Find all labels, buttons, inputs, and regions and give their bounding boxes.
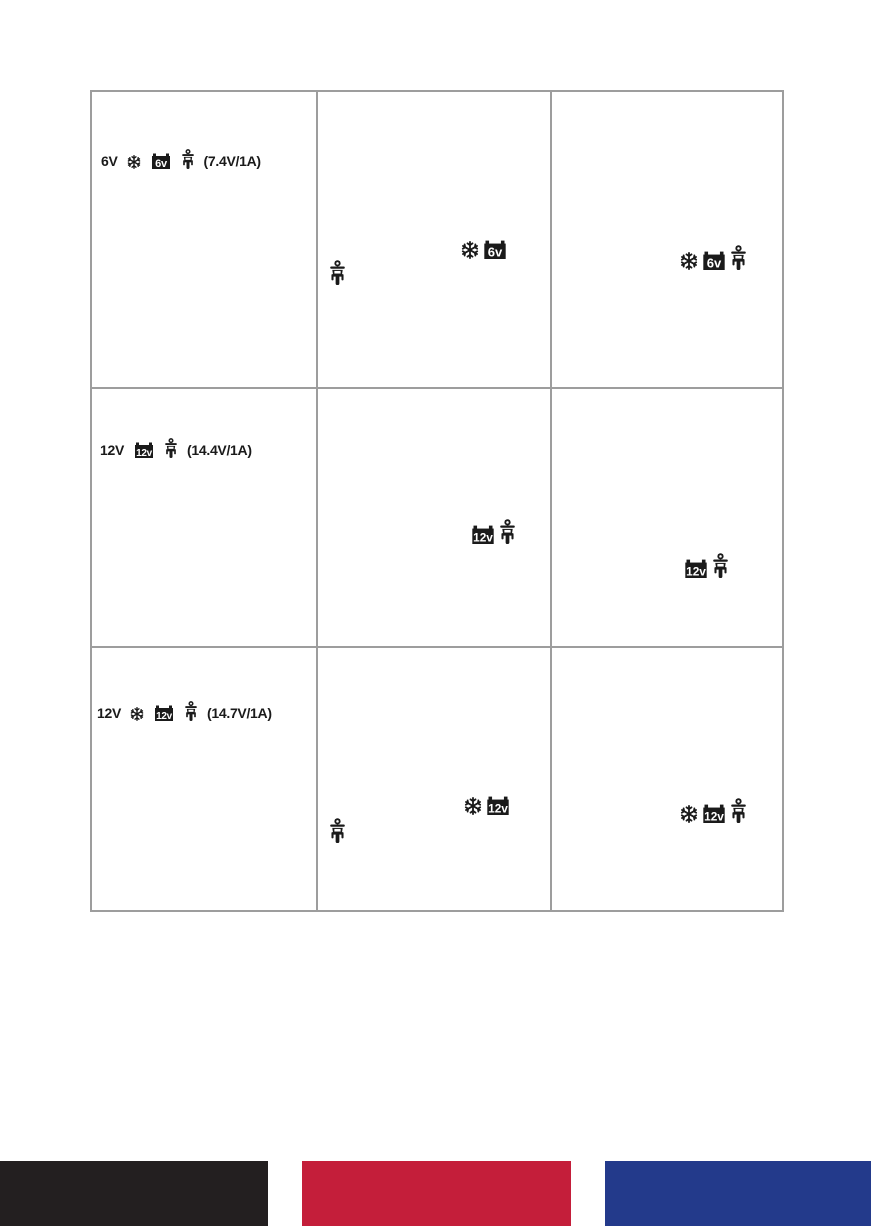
motorcycle-icon xyxy=(712,553,729,578)
mode-params: (14.4V/1A) xyxy=(187,442,252,458)
battery-label: 12v xyxy=(686,564,706,578)
status-icons xyxy=(682,553,729,578)
battery-icon xyxy=(484,796,512,815)
snowflake-icon xyxy=(127,155,141,169)
snowflake-icon xyxy=(680,252,698,270)
battery-icon xyxy=(133,442,155,458)
table-cell-r3-c2 xyxy=(318,648,552,910)
table-cell-mode-6v xyxy=(92,92,318,389)
battery-label: 12v xyxy=(488,801,508,815)
status-icons xyxy=(461,240,509,259)
mode-voltage: 6V xyxy=(101,153,118,169)
battery-label: 12v xyxy=(156,711,172,721)
status-icons xyxy=(680,245,747,270)
mode-voltage: 12V xyxy=(100,442,125,458)
motorcycle-icon xyxy=(164,438,178,458)
footer-bar-blue xyxy=(605,1161,871,1226)
battery-icon xyxy=(700,804,728,823)
snowflake-icon xyxy=(680,805,698,823)
mode-params: (14.7V/1A) xyxy=(207,705,272,721)
status-icons xyxy=(464,796,512,815)
snowflake-icon xyxy=(461,241,479,259)
table-cell-r2-c2 xyxy=(318,389,552,648)
battery-icon xyxy=(153,705,175,721)
battery-icon xyxy=(469,525,497,544)
motorcycle-icon xyxy=(184,701,198,721)
motorcycle-icon xyxy=(730,798,747,823)
table-cell-mode-12v-cold xyxy=(92,648,318,910)
snowflake-icon xyxy=(464,797,482,815)
battery-icon xyxy=(481,240,509,259)
battery-label: 6v xyxy=(706,255,722,270)
footer-bar-red xyxy=(302,1161,571,1226)
motorcycle-icon xyxy=(499,519,516,544)
battery-label: 6v xyxy=(487,244,503,259)
mode-6v-label xyxy=(101,149,261,169)
battery-icon xyxy=(682,559,710,578)
table-cell-mode-12v xyxy=(92,389,318,648)
battery-icon xyxy=(700,251,728,270)
motorcycle-icon xyxy=(181,149,195,169)
motorcycle-icon xyxy=(730,245,747,270)
table-cell-r3-c3 xyxy=(552,648,782,910)
mode-params: (7.4V/1A) xyxy=(203,153,261,169)
motorcycle-icon xyxy=(329,818,346,843)
snowflake-icon xyxy=(130,707,144,721)
charging-mode-table xyxy=(90,90,784,912)
table-cell-r1-c2 xyxy=(318,92,552,389)
motorcycle-icon xyxy=(329,260,346,285)
battery-label: 6v xyxy=(154,158,167,169)
battery-icon xyxy=(150,153,172,169)
mode-voltage: 12V xyxy=(97,705,122,721)
table-cell-r2-c3 xyxy=(552,389,782,648)
battery-label: 12v xyxy=(704,809,724,823)
status-icons xyxy=(469,519,516,544)
mode-12v-cold-label xyxy=(97,701,272,721)
battery-label: 12v xyxy=(136,448,152,458)
battery-label: 12v xyxy=(473,530,493,544)
table-cell-r1-c3 xyxy=(552,92,782,389)
footer-bar-black xyxy=(0,1161,268,1226)
status-icons xyxy=(680,798,747,823)
mode-12v-label xyxy=(100,438,252,458)
